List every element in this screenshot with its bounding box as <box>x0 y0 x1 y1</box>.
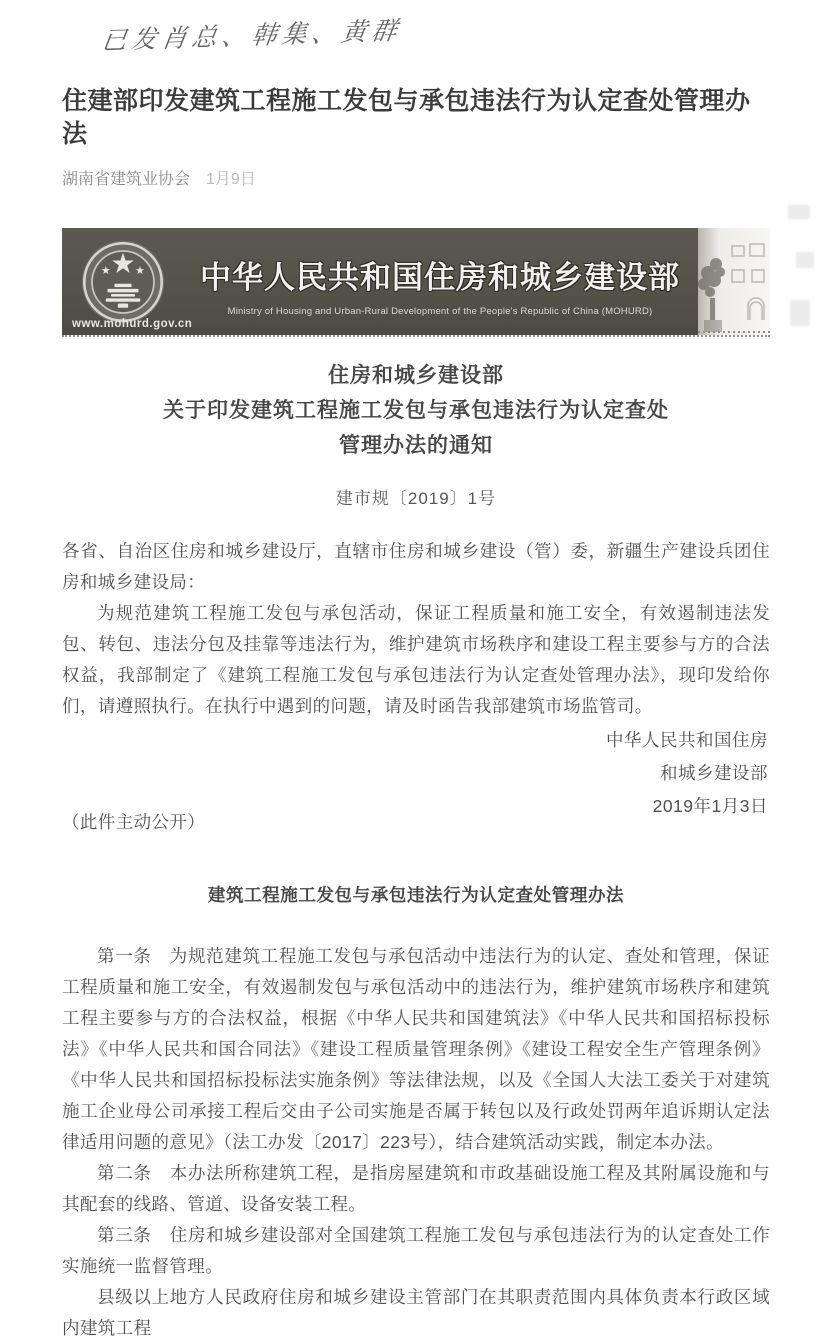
banner-title-block <box>190 252 690 317</box>
notice-salutation: 各省、自治区住房和城乡建设厅，直辖市住房和城乡建设（管）委，新疆生产建设兵团住房和城乡建设局： <box>62 541 770 592</box>
notice-title-line3: 管理办法的通知 <box>339 434 493 457</box>
article-3-paragraph-2: 县级以上地方人民政府住房和城乡建设主管部门在其职责范围内具体负责本行政区域内建筑工程 <box>62 1287 770 1338</box>
notice-title-line2: 关于印发建筑工程施工发包与承包违法行为认定查处 <box>163 399 669 422</box>
ministry-name-cn: 中华人民共和国住房和城乡建设部 <box>200 260 680 295</box>
signature-line1: 中华人民共和国住房 <box>606 730 768 750</box>
ministry-name-en: Ministry of Housing and Urban-Rural Development of the People's Republic of China (MOHURD) <box>227 306 653 317</box>
scan-artifact <box>788 205 810 219</box>
article-2: 第二条 本办法所称建筑工程，是指房屋建筑和市政基础设施工程及其附属设施和与其配套的线路、管道、设备安装工程。 <box>62 1163 770 1214</box>
byline <box>62 166 770 189</box>
ministry-website-url: www.mohurd.gov.cn <box>72 318 193 330</box>
byline-date: 1月9日 <box>206 171 256 188</box>
banner-photo-building <box>698 228 770 335</box>
mohurd-header-banner <box>62 228 770 337</box>
article-title: 住建部印发建筑工程施工发包与承包违法行为认定查处管理办法 <box>62 87 751 148</box>
article-1: 第一条 为规范建筑工程施工发包与承包活动中违法行为的认定、查处和管理，保证工程质量和施工安全，有效遏制发包与承包活动中的违法行为，维护建筑市场秩序和建筑工程主要参与方的合法权益，根据《中华人民共和国建筑法》《中华人民共和国招标投标法》《中华人民共和国合同法》《建设工程质量管理条例》《建设工程安全生产管理条例》《中华人民共和国招标投标法实施条例》等法律法规，以及《全国人大法工委关于对建筑施工企业母公司承接工程后交由子公司实施是否属于转包以及行政处罚两年追诉期认定法律适用问题的意见》（法工办发〔2017〕223号），结合建筑活动实践，制定本办法。 <box>62 946 770 1152</box>
disclosure-note: （此件主动公开） <box>62 812 206 832</box>
scan-artifact <box>796 252 814 268</box>
regulation-articles <box>62 941 770 1344</box>
notice-title-line1: 住房和城乡建设部 <box>328 364 504 387</box>
banner-dark-panel <box>62 228 698 335</box>
handwritten-annotation: 已发肖总、韩集、黄群 <box>99 15 404 56</box>
regulation-title: 建筑工程施工发包与承包违法行为认定查处管理办法 <box>207 885 625 905</box>
article-3: 第三条 住房和城乡建设部对全国建筑工程施工发包与承包违法行为的认定查处工作实施统一监督管理。 <box>62 1225 770 1276</box>
national-emblem-icon <box>80 239 166 325</box>
byline-source-link[interactable]: 湖南省建筑业协会 <box>62 171 191 188</box>
notice-title <box>62 358 770 463</box>
document-number: 建市规〔2019〕1号 <box>335 489 497 508</box>
signature-date: 2019年1月3日 <box>652 796 768 816</box>
signature-line2: 和城乡建设部 <box>660 763 768 783</box>
notice-body-paragraph: 为规范建筑工程施工发包与承包活动，保证工程质量和施工安全，有效遏制违法发包、转包、违法分包及挂靠等违法行为，维护建筑市场秩序和建设工程主要参与方的合法权益，我部制定了《建筑工程施工发包与承包违法行为认定查处管理办法》，现印发给你们，请遵照执行。在执行中遇到的问题，请及时函告我部建筑市场监管司。 <box>62 603 770 716</box>
scan-artifact <box>790 300 810 326</box>
